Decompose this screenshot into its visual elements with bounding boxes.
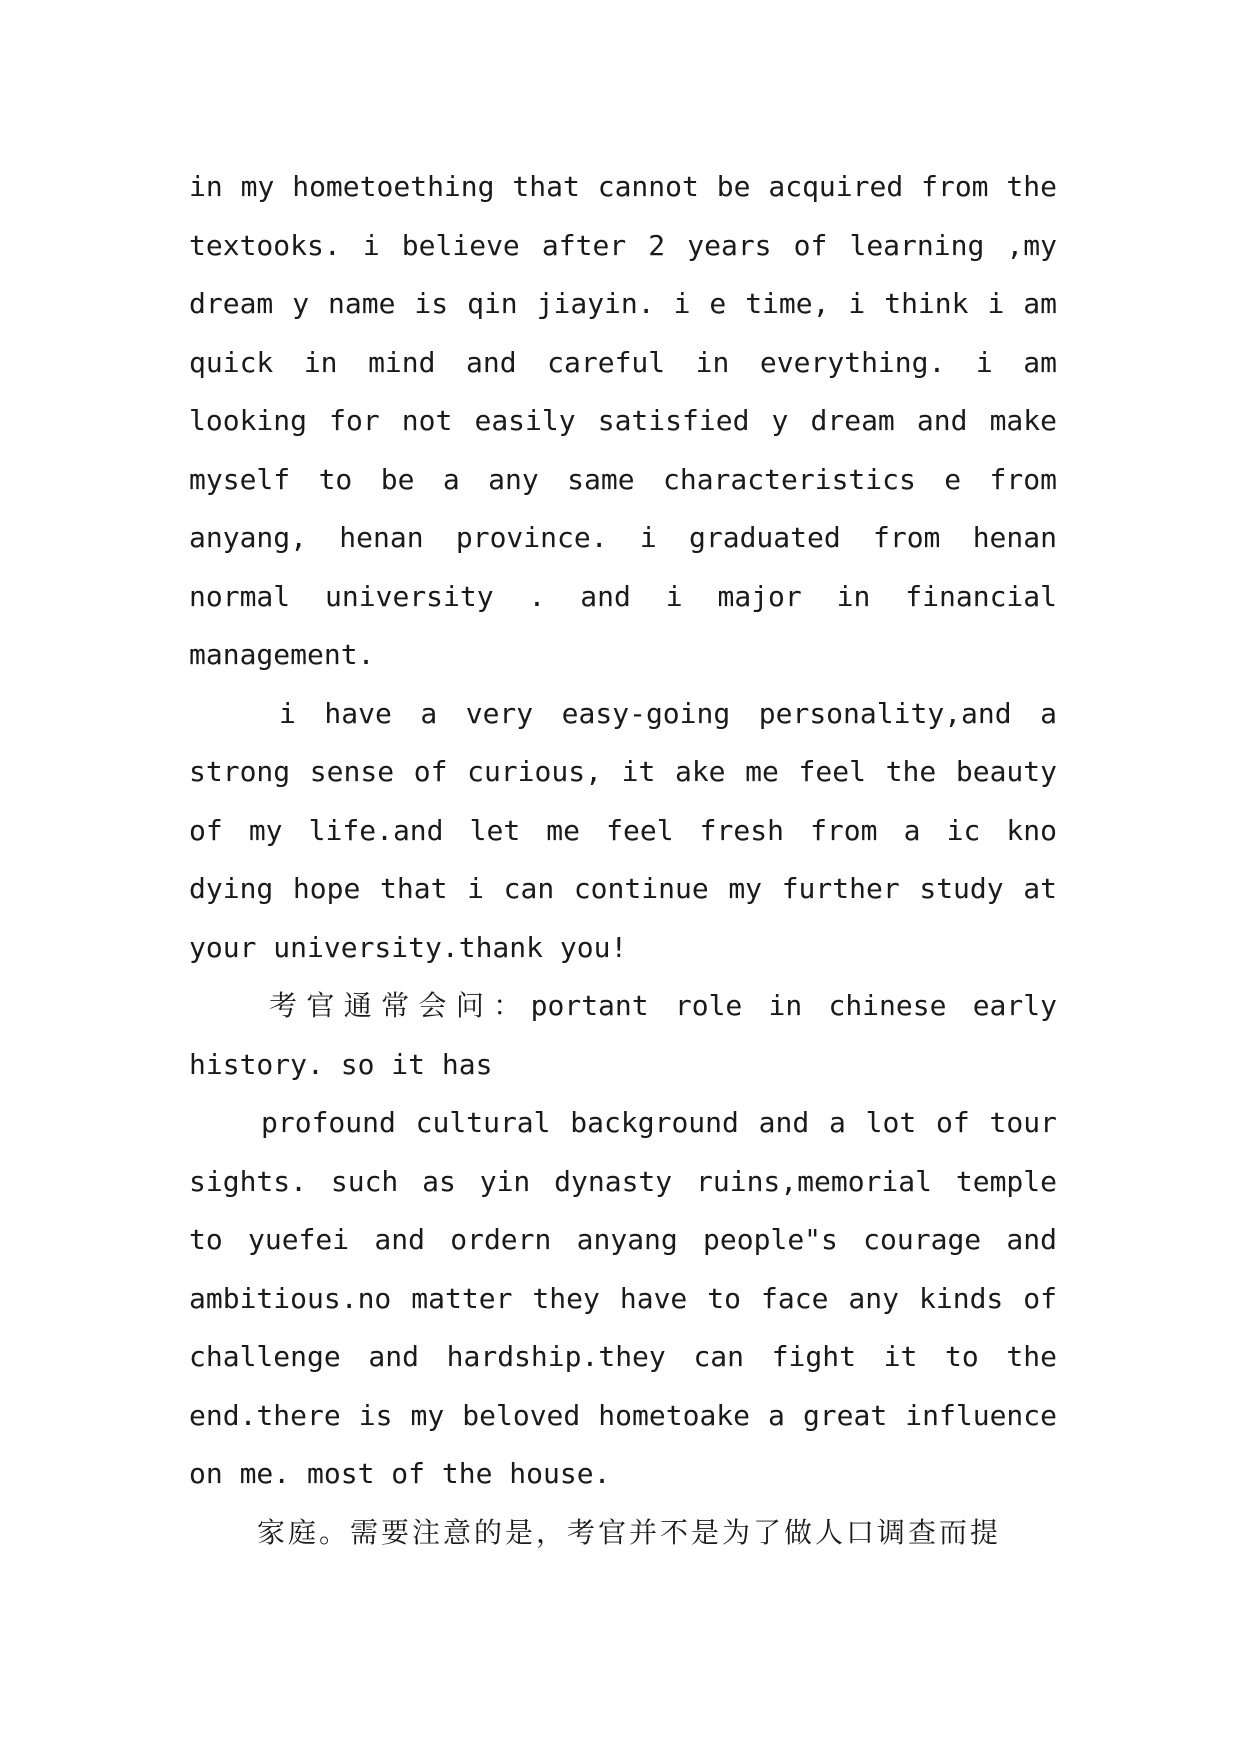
paragraph-intro: in my hometoething that cannot be acquired from the textooks. i believe after 2 years of learning ,my dream y name is qin jiayin. i e time, i think i am quick in mind and careful in everything. i am looking for not easily satisfied y dream and make myself to be a any same characteristics e from anyang, henan province. i graduated from henan normal university . and i major in financial management. (189, 170, 1057, 671)
paragraph-family: 家庭。需要注意的是，考官并不是为了做人口调查而提 (257, 1515, 1002, 1549)
paragraph-examiner-question: 考官通常会问：portant role in chinese early history. so it has (189, 989, 1057, 1081)
paragraph-hometown: profound cultural background and a lot of tour sights. such as yin dynasty ruins,memorial temple to yuefei and ordern anyang people"s courage and ambitious.no matter they have to face any kinds of challenge and hardship.they can fight it to the end.there is my beloved hometoake a great influence on me. most of the house. (189, 1106, 1057, 1490)
paragraph-personality: i have a very easy-going personality,and a strong sense of curious, it ake me feel the beauty of my life.and let me feel fresh from a ic kno dying hope that i can continue my further study at your university.thank you! (189, 696, 1057, 964)
document-body (189, 158, 1057, 1562)
